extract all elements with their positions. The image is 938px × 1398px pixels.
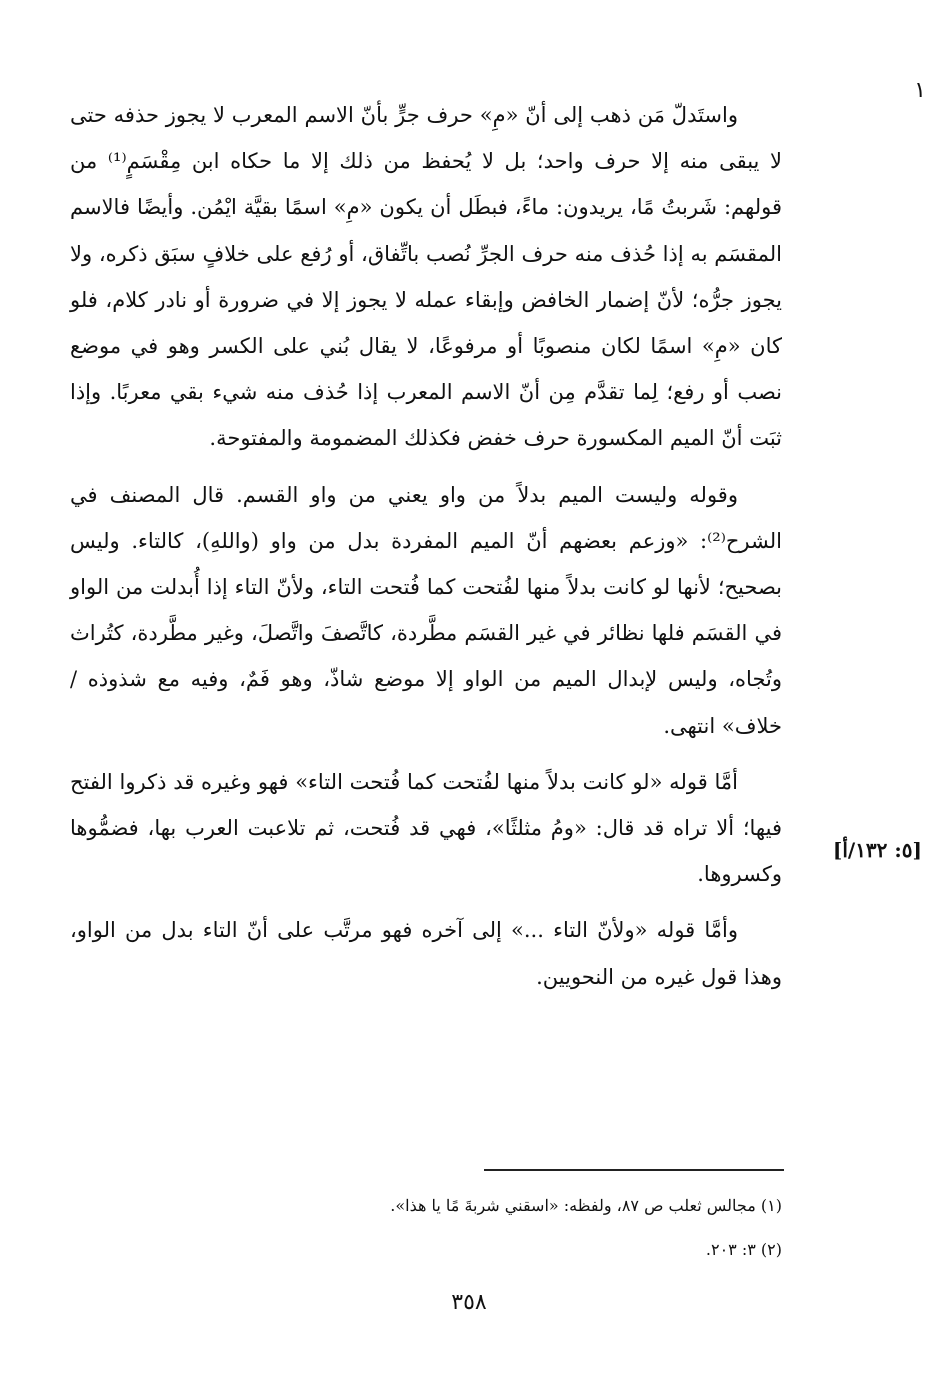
paragraph-2: وقوله وليست الميم بدلاً من واو يعني من واو القسم. قال المصنف في الشرح⁽²⁾: «وزعم بعضهم أنّ الميم المفردة بدل من واو (واللهِ)، كالتاء. وليس بصحيح؛ لأنها لو كانت بدلاً منها لفُتحت كما فُتحت التاء، ولأنّ التاء إذا أُبدلت من الواو في القسَم فلها نظائر في غير القسَم مطَّردة، كاتَّصفَ واتَّصلَ، وغير مطَّردة، كتُراث وتُجاه، وليس لإبدال الميم من الواو إلا موضع شاذّ، وهو فَمٌ، وفيه مع شذوذه /خلاف» انتهى.: [70, 482, 782, 738]
paragraph-1: واستَدلّ مَن ذهب إلى أنّ «مِ» حرف جرٍّ بأنّ الاسم المعرب لا يجوز حذفه حتى لا يبقى منه إلا حرف واحد؛ بل لا يُحفظ من ذلك إلا ما حكاه ابن مِقْسَمٍ⁽¹⁾ من قولهم: شَربتُ مًا، يريدون: ماءً، فبطَل أن يكون «مِ» اسمًا بقيَّة ايْمُن. وأيضًا فالاسم المقسَم به إذا حُذف منه حرف الجرِّ نُصب باتِّفاق، أو رُفع على خلافٍ سبَق ذكره، ولا يجوز جرُّه؛ لأنّ إضمار الخافض وإبقاء عمله لا يجوز إلا في ضرورة أو نادر كلام، فلو كان «مِ» اسمًا لكان منصوبًا أو مرفوعًا، لا يقال بُني على الكسر وهو في موضع نصب أو رفع؛ لِما تقدَّم مِن أنّ الاسم المعرب إذا حُذف منه شيء بقي معربًا. وإذا ثبَت أنّ الميم المكسورة حرف خفض فكذلك المضمومة والمفتوحة.: [70, 103, 782, 451]
footnote-1: (١) مجالس ثعلب ص ٨٧، ولفظه: «اسقني شربةَ مًا يا هذا».: [390, 1196, 782, 1215]
margin-mark: ١: [914, 78, 926, 103]
main-text: [70, 92, 782, 1010]
paragraph-4: وأمَّا قوله «ولأنّ التاء ...» إلى آخره فهو مرتَّب على أنّ التاء بدل من الواو، وهذا قول غيره من النحويين.: [70, 918, 782, 989]
footnote-2: (٢) ٣: ٢٠٣.: [705, 1240, 782, 1259]
footnote-separator: [484, 1169, 784, 1171]
manuscript-folio-reference: [٥: ١٣٢/أ]: [832, 838, 922, 862]
paragraph-3: أمَّا قوله «لو كانت بدلاً منها لفُتحت كما فُتحت التاء» فهو وغيره قد ذكروا الفتح فيها؛ ألا تراه قد قال: «ومُ مثلثًا»، فهي قد فُتحت، ثم تلاعبت العرب بها، فضمُّوها وكسروها.: [70, 769, 782, 887]
page-number: ٣٥٨: [451, 1290, 487, 1315]
